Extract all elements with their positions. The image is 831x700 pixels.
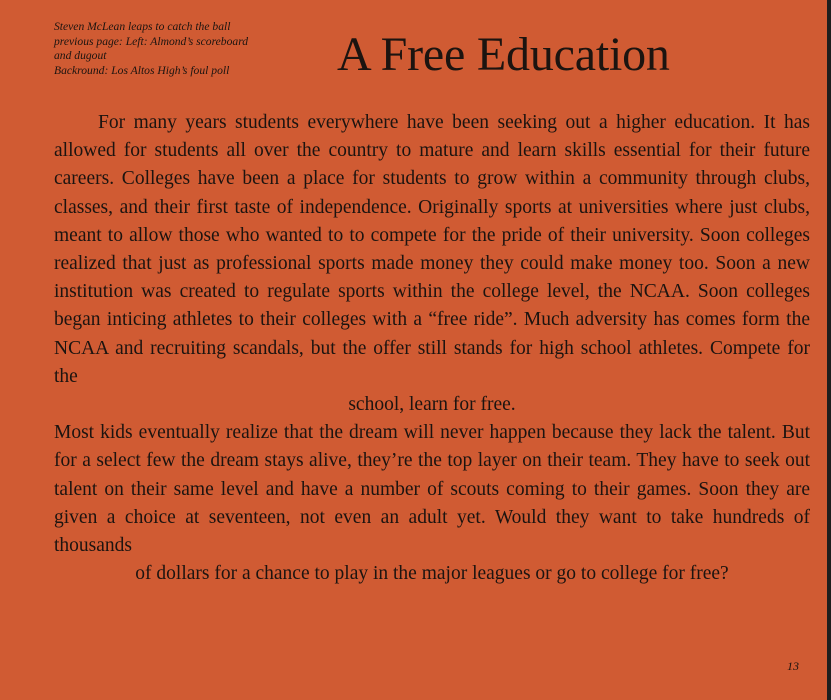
caption-line: Steven McLean leaps to catch the ball <box>54 20 231 33</box>
paragraph-text: Most kids eventually realize that the dream will never happen because they lack the talent. But for a select few the dream stays alive, they’re the top layer on their team. They have to seek out talent on their same level and have a number of scouts coming to their games. Soon they are given a choice at seventeen, not even an adult yet. Would they want to take hundreds of thousands <box>54 422 810 557</box>
article-body <box>54 109 810 588</box>
photo-captions <box>54 20 304 79</box>
caption-line: and dugout <box>54 49 107 63</box>
paragraph-closing-line: school, learn for free. <box>348 394 516 416</box>
paragraph-text: For many years students everywhere have been seeking out a higher education. It has allowed for students all over the country to mature and learn skills essential for their future careers. Colleges have been a place for students to grow within a community through clubs, classes, and their first taste of independence. Originally sports at universities where just clubs, meant to allow those who wanted to to compete for the pride of their university. Soon colleges realized that just as professional sports made money they could make money too. Soon a new institution was created to regulate sports within the college level, the NCAA. Soon colleges began inticing athletes to their colleges with a “free ride”. Much adversity has comes form the NCAA and recruiting scandals, but the offer still stands for high school athletes. Compete for the <box>54 112 810 387</box>
article-title: A Free Education <box>337 28 670 81</box>
caption-line: previous page: Left: Almond’s scoreboard <box>54 34 249 48</box>
body-paragraph <box>54 109 810 419</box>
paragraph-closing-line: of dollars for a chance to play in the major leagues or go to college for free? <box>135 563 729 585</box>
body-paragraph <box>54 419 810 588</box>
caption-line: Backround: Los Altos High’s foul poll <box>54 64 230 78</box>
page-number: 13 <box>787 659 799 673</box>
